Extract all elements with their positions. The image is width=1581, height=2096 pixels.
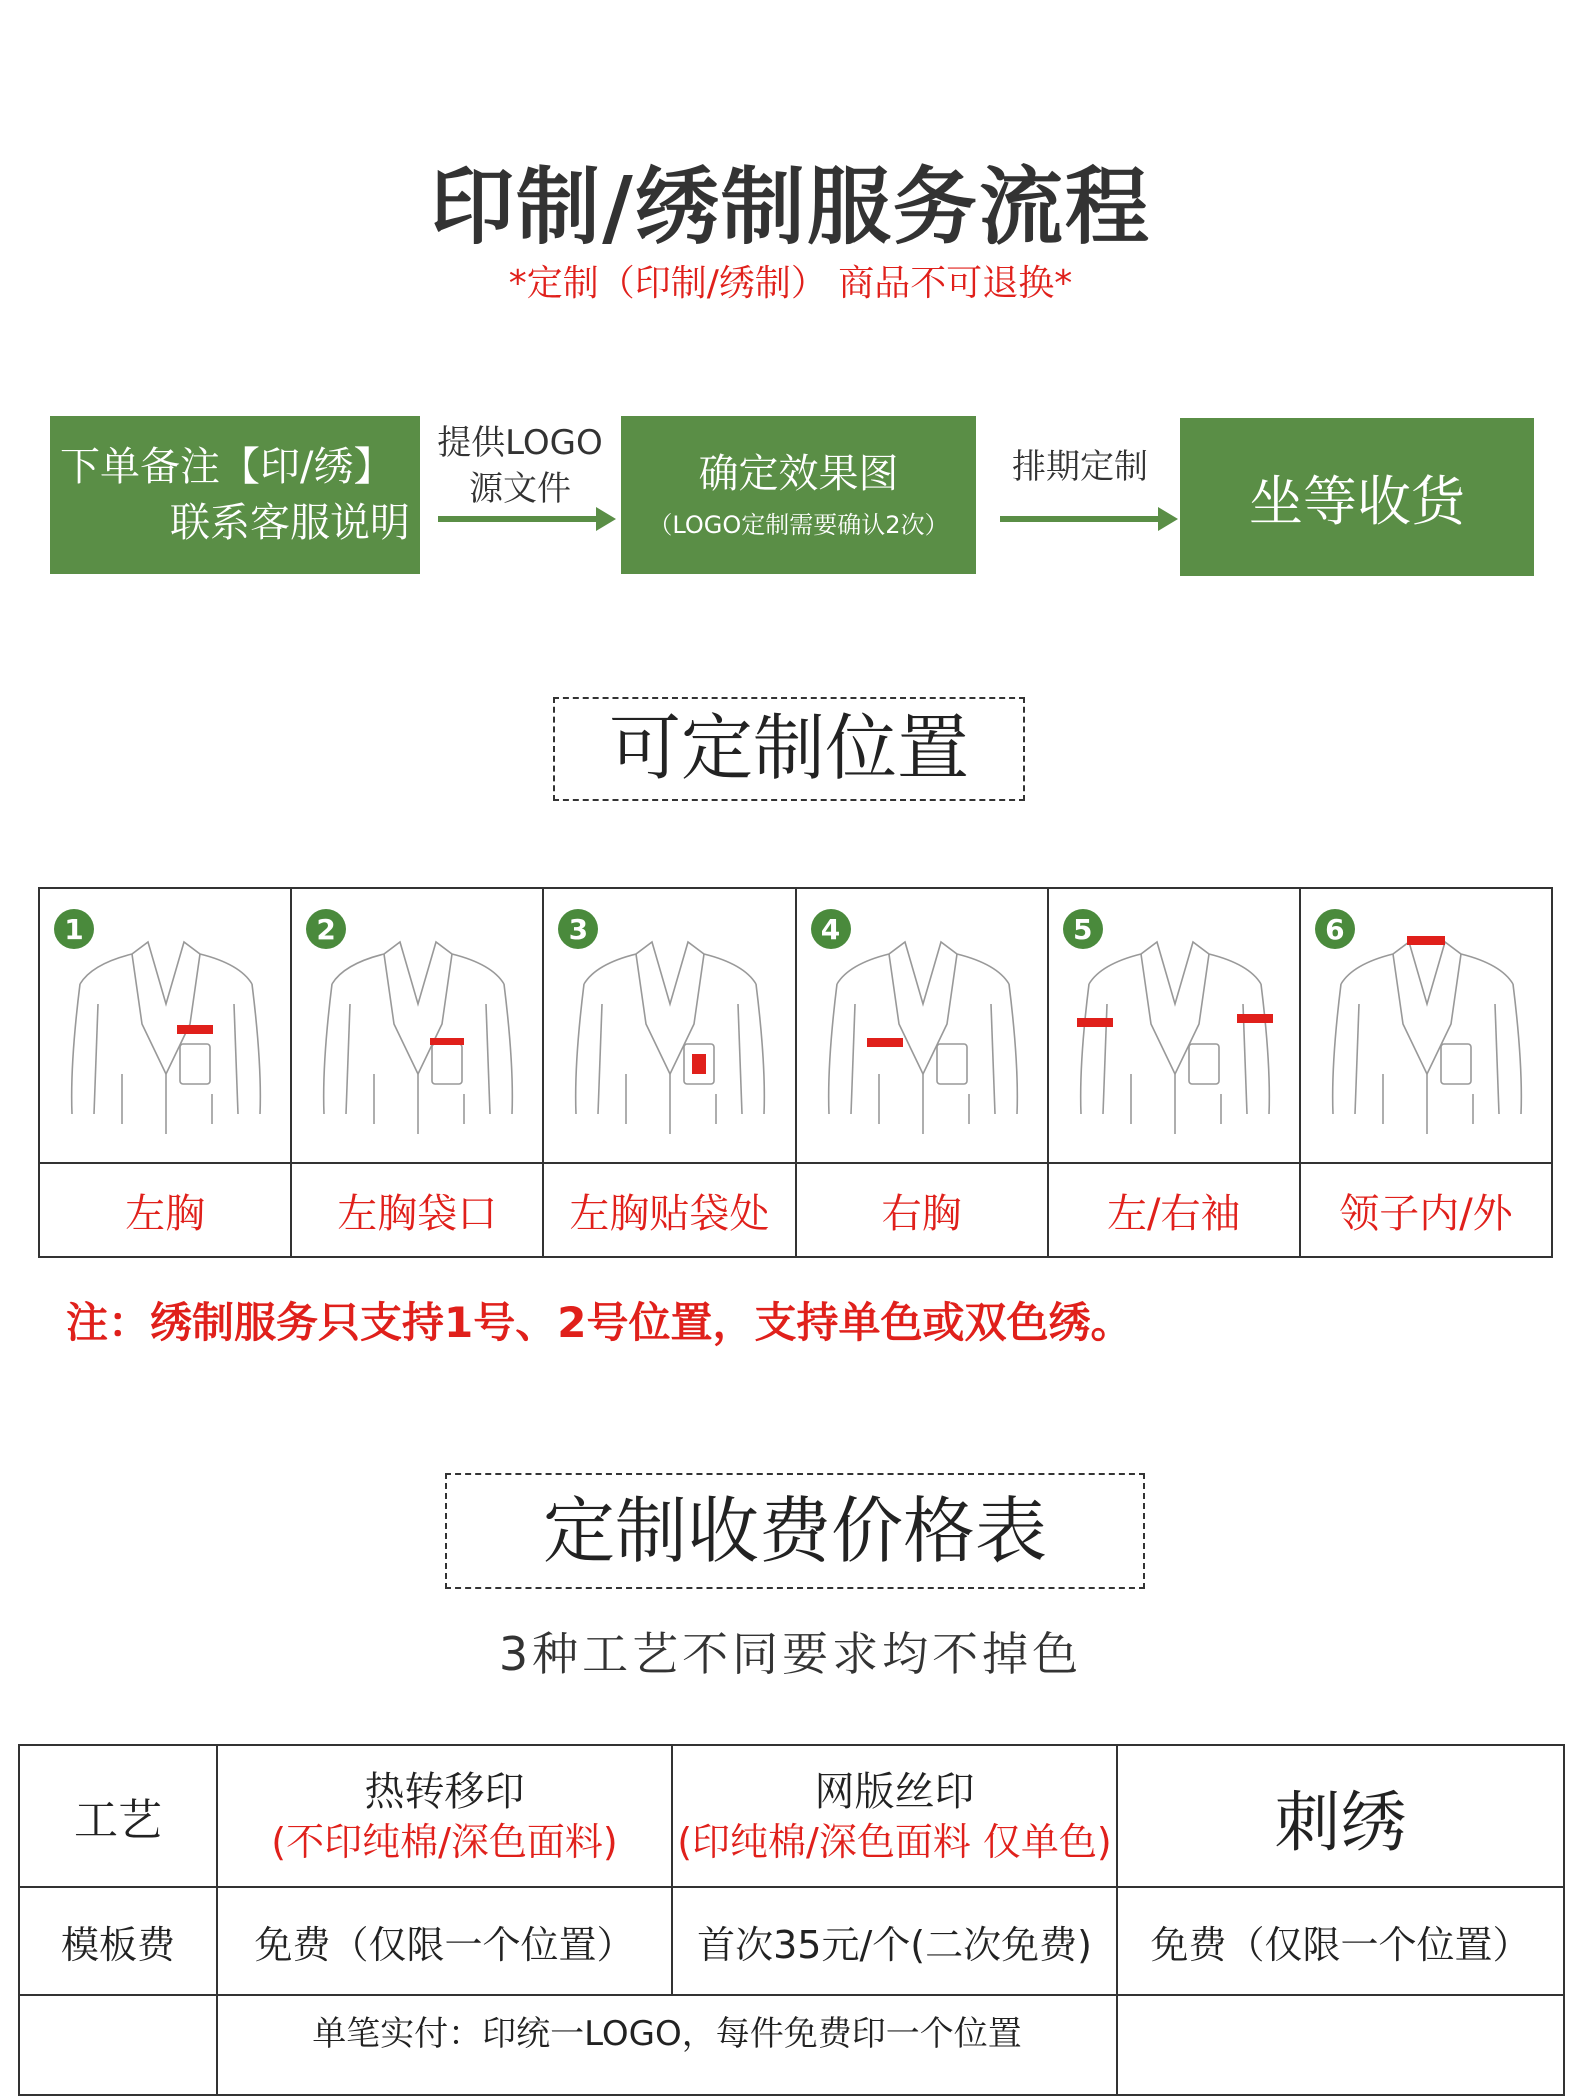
row-label-partial: [19, 1995, 217, 2095]
position-image: [544, 889, 794, 1164]
partial-row-text: 单笔实付：印统一LOGO，每件免费印一个位置: [217, 1995, 1117, 2095]
position-image: [1049, 889, 1299, 1164]
position-label: 左/右袖: [1107, 1190, 1241, 1237]
screen-print-title: 网版丝印: [814, 1769, 975, 1815]
position-cell: [544, 889, 796, 1256]
positions-section-title: 可定制位置: [553, 697, 1025, 801]
flow-arrow1-label-line2: 源文件: [469, 469, 571, 509]
positions-grid: [38, 887, 1553, 1258]
header-process: 工艺: [19, 1745, 217, 1887]
pricing-table: [18, 1744, 1565, 2096]
lab-coat-icon: [62, 924, 270, 1164]
position-cell: [40, 889, 292, 1256]
position-cell: [1049, 889, 1301, 1256]
embroidery-note: 注：绣制服务只支持1号、2号位置，支持单色或双色绣。: [66, 1298, 1133, 1347]
position-label: 左胸贴袋处: [569, 1190, 770, 1237]
arrow-right-icon: [438, 516, 598, 522]
pricing-section-title: 定制收费价格表: [445, 1473, 1145, 1589]
flow-arrow2-label: 排期定制: [1012, 447, 1148, 487]
flow-step1-line2: 联系客服说明: [170, 500, 410, 546]
position-image: [1301, 889, 1551, 1164]
header-screen-print: [672, 1745, 1117, 1887]
position-label: 左胸袋口: [337, 1190, 498, 1237]
number-badge-icon: 4: [811, 909, 851, 949]
heat-transfer-title: 热转移印: [364, 1769, 525, 1815]
flow-step2-main: 确定效果图: [698, 451, 899, 497]
table-row: [19, 1745, 1564, 1887]
number-badge-icon: 2: [306, 909, 346, 949]
flow-step-confirm-preview: [621, 416, 976, 574]
template-fee-embroidery: 免费（仅限一个位置）: [1117, 1887, 1564, 1995]
table-row: [19, 1887, 1564, 1995]
position-cell: [797, 889, 1049, 1256]
number-badge-icon: 1: [54, 909, 94, 949]
position-cell: [1301, 889, 1551, 1256]
position-label: 右胸: [881, 1190, 962, 1237]
flow-step-receive: 坐等收货: [1180, 418, 1534, 576]
flow-arrow1-label: [430, 420, 610, 512]
number-badge-icon: 5: [1063, 909, 1103, 949]
table-row: [19, 1995, 1564, 2095]
number-badge-icon: 6: [1315, 909, 1355, 949]
header-heat-transfer: [217, 1745, 672, 1887]
position-image: [40, 889, 290, 1164]
position-label: 领子内/外: [1339, 1190, 1513, 1237]
flow-step1-line1: 下单备注【印/绣】: [60, 444, 394, 490]
lab-coat-icon: [1323, 924, 1531, 1164]
screen-print-note: (印纯棉/深色面料 仅单色): [677, 1820, 1112, 1864]
position-cell: [292, 889, 544, 1256]
row-label-template-fee: 模板费: [19, 1887, 217, 1995]
lab-coat-icon: [819, 924, 1027, 1164]
position-image: [797, 889, 1047, 1164]
template-fee-screen-print: 首次35元/个(二次免费): [672, 1887, 1117, 1995]
flow-arrow1-label-line1: 提供LOGO: [437, 423, 603, 463]
header-embroidery: 刺绣: [1117, 1745, 1564, 1887]
heat-transfer-note: (不印纯棉/深色面料): [271, 1820, 618, 1864]
lab-coat-icon: [566, 924, 774, 1164]
page-subtitle-warning: *定制（印制/绣制） 商品不可退换*: [508, 263, 1073, 304]
pricing-subtitle: 3种工艺不同要求均不掉色: [498, 1627, 1083, 1681]
lab-coat-icon: [1071, 924, 1279, 1164]
lab-coat-icon: [314, 924, 522, 1164]
page-title: 印制/绣制服务流程: [430, 158, 1151, 256]
position-image: [292, 889, 542, 1164]
arrow-right-icon: [1000, 516, 1160, 522]
partial-row-embroidery: [1117, 1995, 1564, 2095]
position-label: 左胸: [125, 1190, 206, 1237]
template-fee-heat-transfer: 免费（仅限一个位置）: [217, 1887, 672, 1995]
number-badge-icon: 3: [558, 909, 598, 949]
flow-step-order-note: [50, 416, 420, 574]
flow-step2-sub: （LOGO定制需要确认2次）: [648, 511, 949, 539]
